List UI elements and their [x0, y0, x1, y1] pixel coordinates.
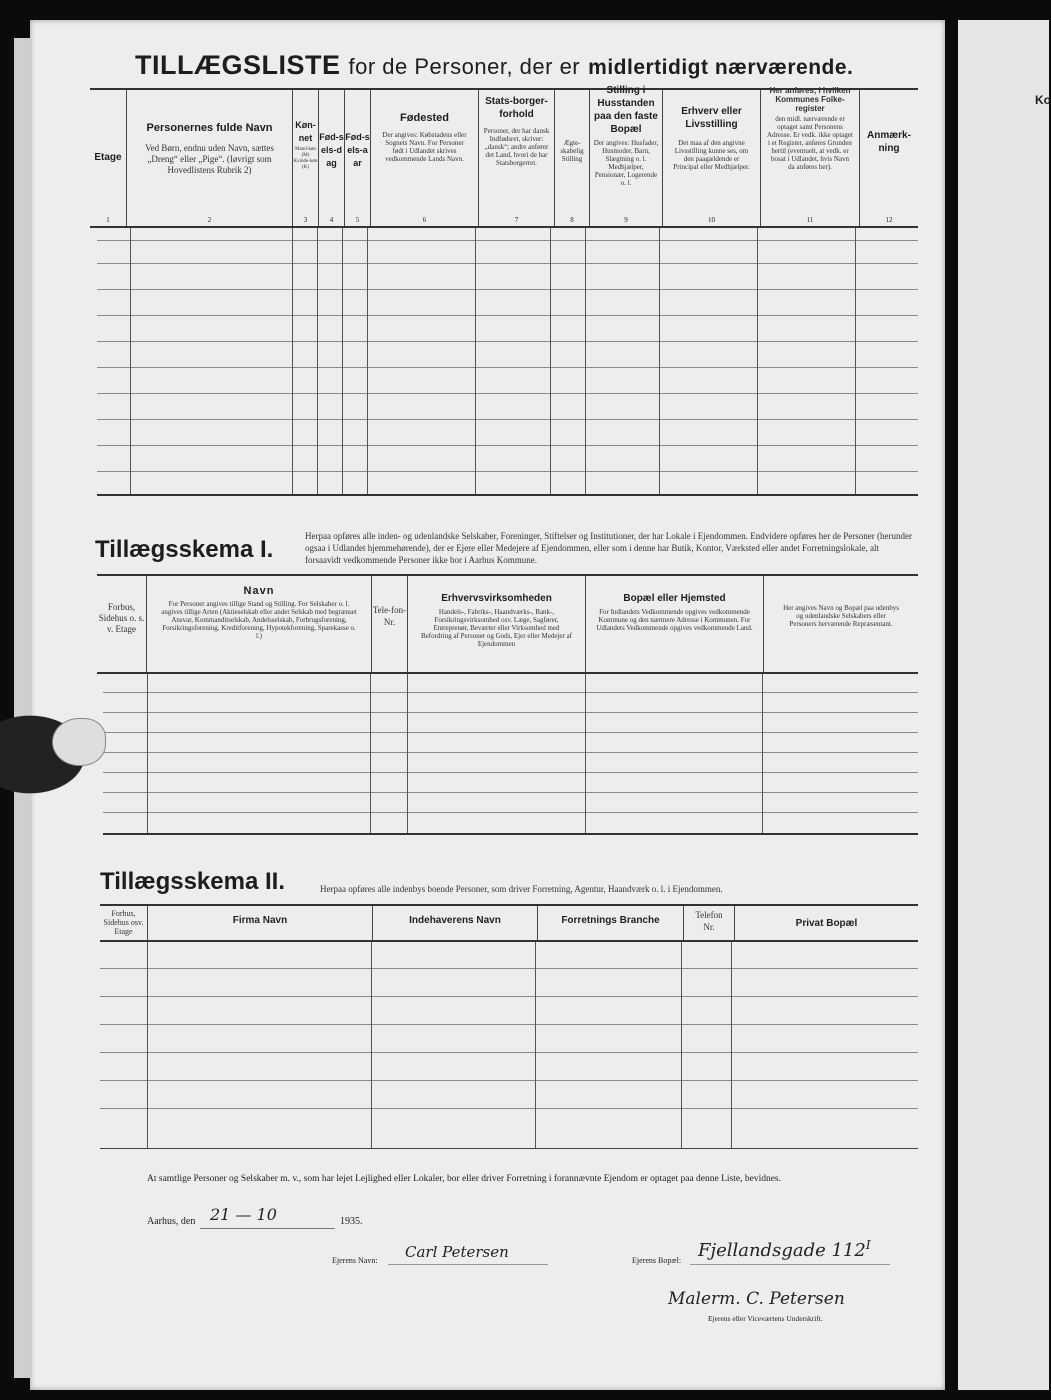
- skema1-header-phone: Tele-fon-Nr.: [372, 576, 408, 672]
- title-bold: TILLÆGSLISTE: [135, 50, 341, 80]
- header-etage: Etage 1: [94, 152, 122, 224]
- title-emphasis: midlertidigt nærværende.: [588, 56, 854, 79]
- owner-address-text: Fjellandsgade 112: [698, 1240, 866, 1261]
- owner-address-label: Ejerens Bopæl:: [632, 1256, 682, 1265]
- skema2-header-phone: Telefon Nr.: [684, 906, 735, 940]
- header-citizenship: Stats-borger-forhold Personer, der har dansk Indfødsret, skriver: „dansk“; andre anfører det Land, hvori de har Statsborgerret. 7: [479, 89, 555, 226]
- skema1-description: Herpaa opføres alle inden- og udenlandske Selskaber, Foreninger, Stiftelser og Institutioner, der har Lokale i Ejendommen. Endvidere opføres her de Personer (herunder ogsaa i Udlandet hjemmehørende), der er Ejere eller Medejere af Ejendommen, eller som i denne har Butik, Kontor, Værksted eller andet Forretningslokale, alt forsaavidt vedkommende Personer ikke bor i Aarhus Kommune.: [305, 531, 912, 565]
- list-header: [90, 85, 918, 226]
- owner-address-sup: I: [865, 1238, 871, 1252]
- skema2-header-owner: Indehaverens Navn: [373, 906, 538, 940]
- header-household: Stilling i Husstanden paa den faste Bopæl Der angives: Husfader, Husmoder, Barn, Slægtning o. l. Medhjælper, Pensionær, Logerende o. l. 9: [590, 89, 663, 226]
- skema2-description: Herpaa opføres alle indenbys boende Personer, som driver Forretning, Agentur, Haandværk o. l. i Ejendommen.: [320, 884, 723, 894]
- date-underline: [200, 1228, 335, 1229]
- owner-name-label: Ejerens Navn:: [332, 1256, 378, 1265]
- header-sex: Køn-net Mand-køn (M) Kvinde-køn (K) 3: [293, 89, 319, 226]
- owner-address-underline: [690, 1264, 890, 1265]
- header-register: Her anføres, i hvilken Kommunes Folke-register den midl. nærværende er optaget samt Personens Adresse. Er vedk. ikke optaget i et Register, anføres Grunden hertil (eventuelt, at vedk. er bosat i Udlandet, hvis Navn da anføres her). 11: [761, 89, 860, 226]
- city-date-label: Aarhus, den: [147, 1216, 196, 1227]
- header-marital: Ægte-skabelig Stilling 8: [555, 89, 590, 226]
- date-handwritten: 21 — 10: [210, 1205, 277, 1224]
- header-occupation: Erhverv eller Livsstilling Det maa af den angivne Livsstilling kunne ses, om den paagældende er Principal eller Medhjælper. 10: [663, 89, 761, 226]
- attestation-text: At samtlige Personer og Selskaber m. v., som har lejet Lejlighed eller Lokaler, bor eller driver Forretning i forannævnte Ejendom er optaget paa denne Liste, bevidnes.: [147, 1174, 781, 1184]
- skema2-header-rule: [100, 940, 918, 942]
- signature-label: Ejerens eller Viceværtens Underskrift.: [708, 1314, 823, 1323]
- thumb-nail: [52, 718, 106, 766]
- skema1-header-name: Navn For Personer angives tillige Stand og Stilling. For Selskaber o. l. angives tillige Arten (Aktieselskab eller andet Selskab med begrænset Ansvar, Kommanditselskab, Andelsselskab, Forbrugsforening, Forsikringsforening, Kreditforening, Hypotekforening, Sparekasse o. l.): [147, 576, 372, 672]
- skema1-header: [97, 576, 918, 672]
- skema1-title: Tillægsskema I.: [95, 536, 274, 563]
- header-name: Personernes fulde Navn Ved Børn, endnu uden Navn, sættes „Dreng“ eller „Pige“. (Iøvrigt som Hovedlistens Rubrik 2) 2: [127, 89, 293, 226]
- signature-handwritten: Malerm. C. Petersen: [668, 1289, 845, 1309]
- owner-name-underline: [388, 1264, 548, 1265]
- skema1-header-etage: Forbus, Sidehus o. s. v. Etage: [98, 602, 145, 634]
- title-middle: for de Personer, der er: [348, 54, 581, 79]
- header-birthyear: Fød-sels-aar 5: [345, 89, 371, 226]
- skema2-title: Tillægsskema II.: [100, 868, 285, 895]
- header-birthday: Fød-sels-dag 4: [319, 89, 345, 226]
- skema2-header: [100, 906, 918, 940]
- header-birthplace: Fødested Der angives: Købstadens eller Sognets Navn. For Personer født i Udlandet skrives vedkommende Lands Navn. 6: [371, 89, 479, 226]
- year-label: 1935.: [340, 1216, 363, 1227]
- skema2-header-firm: Firma Navn: [148, 906, 373, 940]
- facing-page-text: Ko: [1035, 93, 1051, 107]
- skema2-header-etage: Forhus, Sidehus osv. Etage: [103, 909, 144, 936]
- facing-page: [958, 20, 1049, 1390]
- owner-address-handwritten: [698, 1238, 871, 1261]
- skema2-header-branch: Forretnings Branche: [538, 906, 684, 940]
- page-title: [135, 50, 853, 81]
- owner-name-handwritten: Carl Petersen: [405, 1243, 509, 1261]
- skema1-header-residence: Bopæl eller Hjemsted For Indlandets Vedkommende opgives vedkommende Kommune og den nærmere Adresse i Kommunen. For Udlandets Vedkommende opgives vedkommende Land.: [586, 576, 764, 672]
- skema1-header-business: Erhvervsvirksomheden Handels-, Fabriks-, Haandværks-, Bank-, Forsikringsvirksomhed osv. Læge, Sagfører, Entreprenør, Beværter eller Virksomhed med Befordring af Personer og Gods, Ejer eller Medejer af Ejendommen: [408, 576, 586, 672]
- header-remarks: Anmærk-ning 12: [860, 89, 919, 226]
- skema1-header-representative: Her angives Navn og Bopæl paa udenbys og udenlandske Selskabers eller Personers herværende Repræsentant.: [764, 576, 919, 672]
- skema1-header-rule: [97, 672, 918, 674]
- skema2-header-address: Privat Bopæl: [735, 906, 919, 940]
- list-header-rule: [90, 226, 918, 228]
